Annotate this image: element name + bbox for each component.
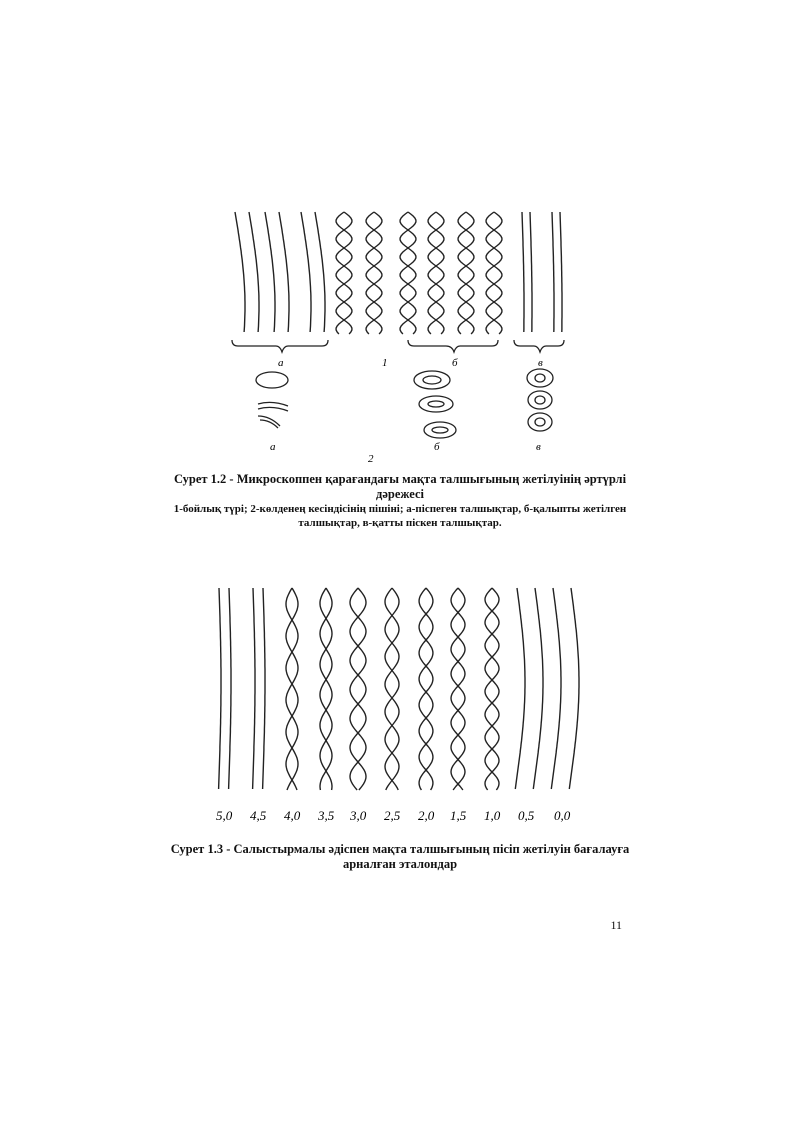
standard-fiber <box>419 588 433 790</box>
figure-1-2-caption <box>150 472 650 530</box>
standard-fiber <box>533 588 543 789</box>
scale-label: 4,5 <box>250 808 267 823</box>
standard-fiber <box>286 588 298 790</box>
scale-label: 5,0 <box>216 808 233 823</box>
standard-fiber <box>350 588 366 790</box>
scale-label: 0,0 <box>554 808 571 823</box>
immature-fiber <box>279 212 289 332</box>
standard-fiber <box>485 588 499 790</box>
group-label-a: а <box>278 357 284 369</box>
scale-label: 1,0 <box>484 808 501 823</box>
group-label-c: в <box>538 357 543 369</box>
mature-fiber <box>552 212 554 332</box>
immature-fiber <box>235 212 245 332</box>
standard-fiber <box>320 588 332 790</box>
standard-fiber <box>286 588 298 790</box>
fiber-maturity-standards <box>200 578 605 833</box>
section-label-2: 2 <box>368 453 374 465</box>
cross-label-c: в <box>536 441 541 453</box>
standard-fiber <box>551 588 561 789</box>
immature-fiber <box>265 212 275 332</box>
scale-label: 2,0 <box>418 808 435 823</box>
standard-fiber <box>219 588 221 789</box>
fiber-drawing-microscope <box>222 204 592 466</box>
standard-fiber <box>350 588 366 790</box>
cross-sections <box>256 369 553 438</box>
standard-fiber <box>253 588 255 789</box>
brace-b <box>408 340 498 352</box>
figure-1-3-caption: Сурет 1.3 - Салыстырмалы әдіспен мақта талшығының пісіп жетілуін бағалауға арналған эталондар <box>170 842 630 871</box>
scale-label: 1,5 <box>450 808 467 823</box>
cross-label-a: а <box>270 441 276 453</box>
group-label-b: б <box>452 357 458 369</box>
figure-1-2-caption-title: Сурет 1.2 - Микроскоппен қарағандағы мақта талшығының жетілуінің әртүрлі дәрежесі <box>173 472 627 501</box>
standard-fiber <box>485 588 499 790</box>
brace-c <box>514 340 564 352</box>
brace-a <box>232 340 328 352</box>
standard-fiber <box>569 588 579 789</box>
scale-label: 4,0 <box>284 808 301 823</box>
page-number: 11 <box>610 918 622 932</box>
scale-label: 2,5 <box>384 808 401 823</box>
standard-fiber <box>419 588 433 790</box>
standard-fiber <box>229 588 231 789</box>
figure-1-2-illustration <box>222 204 592 466</box>
figure-1-3-illustration <box>200 578 605 833</box>
cross-label-b: б <box>434 441 440 453</box>
section-label-1: 1 <box>382 357 388 369</box>
figure-1-2-caption-note: 1-бойлық түрі; 2-көлденең кесіндісінің пішіні; а-піспеген талшықтар, б-қалыпты жетілген талшықтар, в-қатты піскен талшықтар. <box>173 503 627 529</box>
mature-fiber <box>560 212 562 332</box>
immature-fiber <box>301 212 311 332</box>
scale-label: 3,0 <box>350 808 367 823</box>
immature-fiber <box>315 212 325 332</box>
immature-fiber <box>249 212 259 332</box>
scale-label: 3,5 <box>318 808 335 823</box>
mature-fiber <box>522 212 524 332</box>
standard-fiber <box>263 588 265 789</box>
standard-fiber <box>515 588 525 789</box>
scale-label: 0,5 <box>518 808 535 823</box>
mature-fiber <box>530 212 532 332</box>
